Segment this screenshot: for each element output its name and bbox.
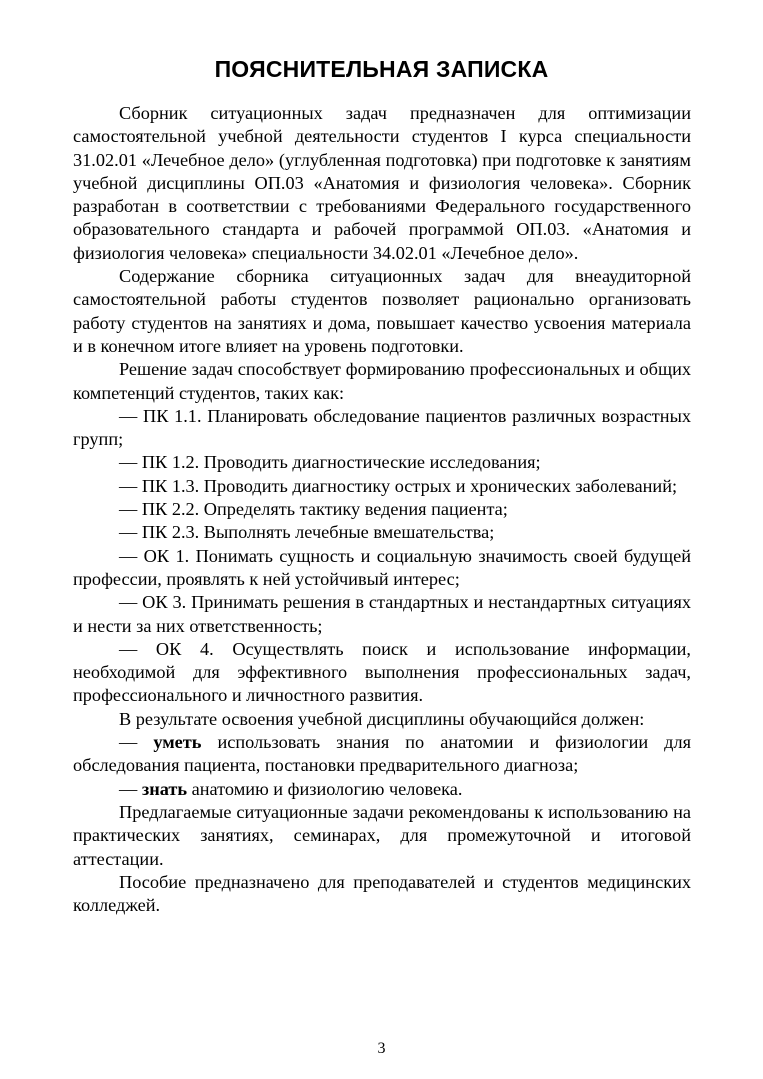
outcome-item-knowledge bbox=[73, 778, 691, 801]
competency-item: — ОК 3. Принимать решения в стандартных и нестандартных ситуациях и нести за них ответственность; bbox=[73, 592, 691, 636]
paragraph-audience: Пособие предназначено для преподавателей и студентов медицинских колледжей. bbox=[73, 871, 691, 916]
paragraph-purpose: Сборник ситуационных задач предназначен для оптимизации самостоятельной учебной деятельности студентов I курса специальности 31.02.01 «Лечебное дело» (углубленная подготовка) при подготовке к занятиям учебной дисциплины ОП.03 «Анатомия и физиология человека». Сборник разработан в соответствии с требованиями Федерального государственного образовательного стандарта и рабочей программой ОП.03. «Анатомия и физиология человека» специальности 34.02.01 «Лечебное дело». bbox=[73, 103, 691, 263]
outcome-text: анатомию и физиологию человека. bbox=[187, 778, 463, 799]
paragraph-outcome-intro: В результате освоения учебной дисциплины обучающийся должен: bbox=[119, 708, 645, 729]
outcome-term: знать bbox=[141, 778, 188, 799]
competency-item: — ПК 1.1. Планировать обследование пациентов различных возрастных групп; bbox=[73, 405, 691, 450]
outcome-text: использовать знания по анатомии и физиологии для обследования пациента, постановки предварительного диагноза; bbox=[73, 732, 691, 776]
outcome-item-skills bbox=[73, 731, 691, 778]
paragraph-competencies-intro: Решение задач способствует формированию профессиональных и общих компетенций студентов, таких как: bbox=[73, 359, 691, 403]
competency-item: — ОК 4. Осуществлять поиск и использование информации, необходимой для эффективного выполнения профессиональных задач, профессионального и личностного развития. bbox=[73, 638, 691, 706]
outcome-dash: — bbox=[119, 778, 142, 799]
page-number: 3 bbox=[377, 1040, 386, 1057]
competency-item: — ПК 2.2. Определять тактику ведения пациента; bbox=[119, 499, 508, 520]
outcome-dash: — bbox=[119, 732, 154, 753]
paragraph-usage: Предлагаемые ситуационные задачи рекомендованы к использованию на практических занятиях, семинарах, для промежуточной и итоговой аттестации. bbox=[73, 801, 691, 869]
paragraph-content: Содержание сборника ситуационных задач для внеаудиторной самостоятельной работы студентов позволяет рационально организовать работу студентов на занятиях и дома, повышает качество усвоения материала и в конечном итоге влияет на уровень подготовки. bbox=[73, 266, 691, 356]
competency-item: — ПК 2.3. Выполнять лечебные вмешательства; bbox=[119, 522, 495, 543]
page-title: ПОЯСНИТЕЛЬНАЯ ЗАПИСКА bbox=[214, 56, 549, 82]
competency-item: — ПК 1.3. Проводить диагностику острых и хронических заболеваний; bbox=[119, 475, 678, 496]
outcome-term: уметь bbox=[153, 732, 202, 753]
competency-item: — ОК 1. Понимать сущность и социальную значимость своей будущей профессии, проявлять к ней устойчивый интерес; bbox=[73, 545, 691, 589]
competency-item: — ПК 1.2. Проводить диагностические исследования; bbox=[119, 452, 541, 473]
document-body bbox=[73, 102, 691, 917]
